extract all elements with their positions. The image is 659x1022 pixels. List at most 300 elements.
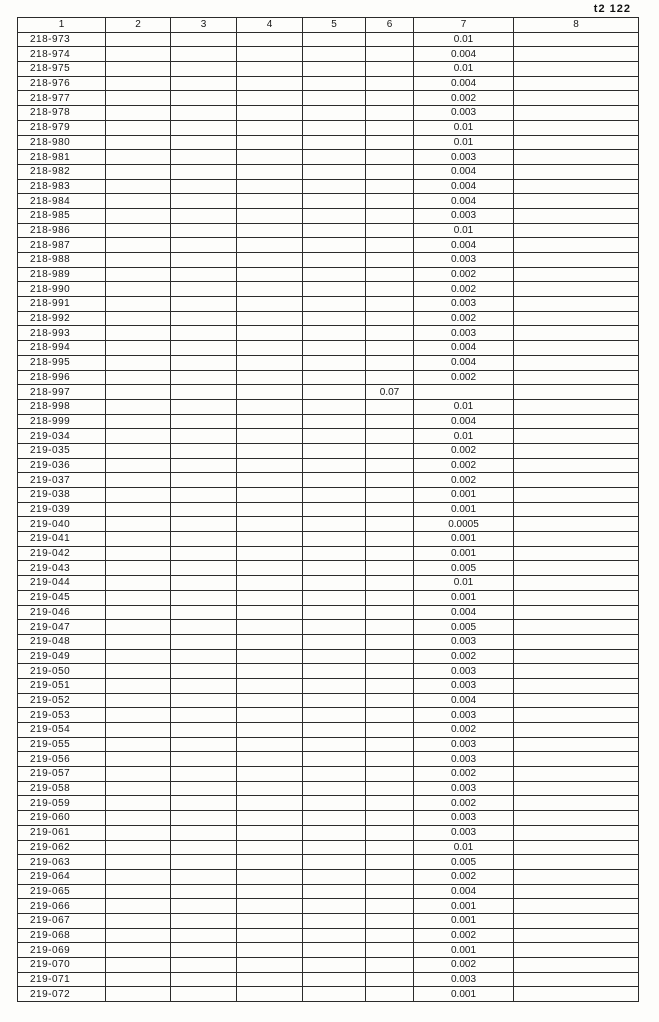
cell-col2 bbox=[106, 532, 171, 547]
table-row bbox=[18, 708, 639, 723]
cell-col6 bbox=[366, 179, 414, 194]
cell-col2 bbox=[106, 678, 171, 693]
cell-col3 bbox=[171, 106, 237, 121]
row-id-cell: 219-072 bbox=[18, 987, 106, 1002]
table-row bbox=[18, 311, 639, 326]
cell-col7: 0.003 bbox=[414, 326, 514, 341]
cell-col7: 0.01 bbox=[414, 120, 514, 135]
cell-col5 bbox=[303, 385, 366, 400]
cell-col3 bbox=[171, 664, 237, 679]
cell-col6 bbox=[366, 517, 414, 532]
cell-col7: 0.002 bbox=[414, 649, 514, 664]
cell-col8 bbox=[514, 605, 639, 620]
cell-col2 bbox=[106, 194, 171, 209]
cell-col7: 0.003 bbox=[414, 106, 514, 121]
cell-col5 bbox=[303, 355, 366, 370]
row-id-cell: 219-062 bbox=[18, 840, 106, 855]
table-row bbox=[18, 223, 639, 238]
cell-col3 bbox=[171, 253, 237, 268]
cell-col7: 0.002 bbox=[414, 958, 514, 973]
cell-col2 bbox=[106, 576, 171, 591]
row-id-cell: 218-993 bbox=[18, 326, 106, 341]
cell-col6 bbox=[366, 546, 414, 561]
table-row bbox=[18, 678, 639, 693]
cell-col5 bbox=[303, 488, 366, 503]
cell-col8 bbox=[514, 150, 639, 165]
cell-col5 bbox=[303, 590, 366, 605]
cell-col3 bbox=[171, 414, 237, 429]
cell-col8 bbox=[514, 297, 639, 312]
cell-col5 bbox=[303, 517, 366, 532]
cell-col4 bbox=[237, 708, 303, 723]
cell-col2 bbox=[106, 238, 171, 253]
row-id-cell: 219-046 bbox=[18, 605, 106, 620]
cell-col3 bbox=[171, 76, 237, 91]
cell-col3 bbox=[171, 869, 237, 884]
cell-col7: 0.005 bbox=[414, 620, 514, 635]
cell-col8 bbox=[514, 179, 639, 194]
row-id-cell: 219-034 bbox=[18, 429, 106, 444]
cell-col6 bbox=[366, 958, 414, 973]
row-id-cell: 219-036 bbox=[18, 458, 106, 473]
cell-col4 bbox=[237, 811, 303, 826]
cell-col3 bbox=[171, 576, 237, 591]
cell-col8 bbox=[514, 355, 639, 370]
row-id-cell: 218-988 bbox=[18, 253, 106, 268]
cell-col7: 0.002 bbox=[414, 91, 514, 106]
row-id-cell: 218-979 bbox=[18, 120, 106, 135]
cell-col5 bbox=[303, 62, 366, 77]
cell-col6 bbox=[366, 576, 414, 591]
cell-col2 bbox=[106, 208, 171, 223]
cell-col8 bbox=[514, 399, 639, 414]
cell-col4 bbox=[237, 194, 303, 209]
cell-col3 bbox=[171, 678, 237, 693]
cell-col2 bbox=[106, 502, 171, 517]
cell-col5 bbox=[303, 399, 366, 414]
cell-col4 bbox=[237, 223, 303, 238]
cell-col6 bbox=[366, 664, 414, 679]
cell-col6 bbox=[366, 120, 414, 135]
table-row bbox=[18, 282, 639, 297]
cell-col6 bbox=[366, 399, 414, 414]
cell-col8 bbox=[514, 76, 639, 91]
table-row bbox=[18, 253, 639, 268]
cell-col7: 0.003 bbox=[414, 297, 514, 312]
column-header-5: 5 bbox=[303, 18, 366, 33]
cell-col5 bbox=[303, 958, 366, 973]
cell-col2 bbox=[106, 473, 171, 488]
cell-col3 bbox=[171, 620, 237, 635]
cell-col4 bbox=[237, 502, 303, 517]
table-row bbox=[18, 47, 639, 62]
cell-col7: 0.001 bbox=[414, 943, 514, 958]
cell-col5 bbox=[303, 179, 366, 194]
cell-col3 bbox=[171, 194, 237, 209]
cell-col2 bbox=[106, 164, 171, 179]
cell-col3 bbox=[171, 297, 237, 312]
cell-col4 bbox=[237, 869, 303, 884]
table-row bbox=[18, 414, 639, 429]
cell-col2 bbox=[106, 943, 171, 958]
cell-col5 bbox=[303, 223, 366, 238]
cell-col5 bbox=[303, 414, 366, 429]
row-id-cell: 219-063 bbox=[18, 855, 106, 870]
cell-col2 bbox=[106, 311, 171, 326]
cell-col3 bbox=[171, 928, 237, 943]
cell-col8 bbox=[514, 825, 639, 840]
cell-col8 bbox=[514, 267, 639, 282]
cell-col7: 0.003 bbox=[414, 150, 514, 165]
cell-col3 bbox=[171, 135, 237, 150]
cell-col5 bbox=[303, 532, 366, 547]
cell-col2 bbox=[106, 737, 171, 752]
cell-col7: 0.01 bbox=[414, 576, 514, 591]
cell-col8 bbox=[514, 913, 639, 928]
table-row bbox=[18, 106, 639, 121]
cell-col7: 0.004 bbox=[414, 341, 514, 356]
cell-col5 bbox=[303, 943, 366, 958]
row-id-cell: 219-051 bbox=[18, 678, 106, 693]
cell-col2 bbox=[106, 267, 171, 282]
cell-col4 bbox=[237, 326, 303, 341]
cell-col8 bbox=[514, 223, 639, 238]
table-header-row bbox=[18, 18, 639, 33]
cell-col6 bbox=[366, 443, 414, 458]
table-row bbox=[18, 150, 639, 165]
cell-col5 bbox=[303, 208, 366, 223]
cell-col6 bbox=[366, 532, 414, 547]
row-id-cell: 218-984 bbox=[18, 194, 106, 209]
cell-col6 bbox=[366, 913, 414, 928]
cell-col8 bbox=[514, 106, 639, 121]
cell-col7: 0.002 bbox=[414, 767, 514, 782]
cell-col3 bbox=[171, 223, 237, 238]
cell-col8 bbox=[514, 987, 639, 1002]
cell-col8 bbox=[514, 414, 639, 429]
table-row bbox=[18, 164, 639, 179]
cell-col8 bbox=[514, 385, 639, 400]
row-id-cell: 218-985 bbox=[18, 208, 106, 223]
cell-col7: 0.003 bbox=[414, 708, 514, 723]
cell-col6 bbox=[366, 811, 414, 826]
cell-col5 bbox=[303, 987, 366, 1002]
cell-col6 bbox=[366, 32, 414, 47]
cell-col4 bbox=[237, 972, 303, 987]
cell-col3 bbox=[171, 370, 237, 385]
cell-col5 bbox=[303, 972, 366, 987]
row-id-cell: 219-035 bbox=[18, 443, 106, 458]
cell-col4 bbox=[237, 605, 303, 620]
cell-col7: 0.003 bbox=[414, 825, 514, 840]
cell-col5 bbox=[303, 869, 366, 884]
row-id-cell: 218-986 bbox=[18, 223, 106, 238]
table-row bbox=[18, 517, 639, 532]
cell-col7: 0.001 bbox=[414, 590, 514, 605]
cell-col2 bbox=[106, 781, 171, 796]
cell-col4 bbox=[237, 385, 303, 400]
cell-col3 bbox=[171, 488, 237, 503]
cell-col2 bbox=[106, 561, 171, 576]
cell-col5 bbox=[303, 502, 366, 517]
cell-col8 bbox=[514, 620, 639, 635]
table-row bbox=[18, 532, 639, 547]
cell-col2 bbox=[106, 605, 171, 620]
cell-col4 bbox=[237, 164, 303, 179]
cell-col8 bbox=[514, 238, 639, 253]
cell-col8 bbox=[514, 796, 639, 811]
cell-col2 bbox=[106, 590, 171, 605]
cell-col6 bbox=[366, 47, 414, 62]
column-header-3: 3 bbox=[171, 18, 237, 33]
cell-col6 bbox=[366, 208, 414, 223]
column-header-2: 2 bbox=[106, 18, 171, 33]
cell-col7: 0.01 bbox=[414, 399, 514, 414]
cell-col2 bbox=[106, 796, 171, 811]
cell-col4 bbox=[237, 150, 303, 165]
row-id-cell: 219-038 bbox=[18, 488, 106, 503]
cell-col5 bbox=[303, 443, 366, 458]
row-id-cell: 218-973 bbox=[18, 32, 106, 47]
cell-col6 bbox=[366, 311, 414, 326]
cell-col4 bbox=[237, 737, 303, 752]
row-id-cell: 218-980 bbox=[18, 135, 106, 150]
cell-col4 bbox=[237, 488, 303, 503]
cell-col8 bbox=[514, 311, 639, 326]
cell-col8 bbox=[514, 899, 639, 914]
cell-col4 bbox=[237, 620, 303, 635]
cell-col3 bbox=[171, 649, 237, 664]
table-row bbox=[18, 120, 639, 135]
cell-col5 bbox=[303, 297, 366, 312]
cell-col7: 0.004 bbox=[414, 414, 514, 429]
cell-col2 bbox=[106, 869, 171, 884]
row-id-cell: 218-996 bbox=[18, 370, 106, 385]
cell-col7: 0.003 bbox=[414, 253, 514, 268]
table-row bbox=[18, 928, 639, 943]
cell-col8 bbox=[514, 869, 639, 884]
row-id-cell: 219-061 bbox=[18, 825, 106, 840]
row-id-cell: 218-987 bbox=[18, 238, 106, 253]
cell-col7: 0.004 bbox=[414, 47, 514, 62]
cell-col2 bbox=[106, 855, 171, 870]
cell-col3 bbox=[171, 972, 237, 987]
cell-col4 bbox=[237, 561, 303, 576]
cell-col5 bbox=[303, 326, 366, 341]
cell-col6 bbox=[366, 869, 414, 884]
row-id-cell: 218-992 bbox=[18, 311, 106, 326]
cell-col5 bbox=[303, 928, 366, 943]
cell-col5 bbox=[303, 781, 366, 796]
cell-col5 bbox=[303, 737, 366, 752]
cell-col8 bbox=[514, 62, 639, 77]
table-row bbox=[18, 502, 639, 517]
row-id-cell: 219-056 bbox=[18, 752, 106, 767]
cell-col8 bbox=[514, 47, 639, 62]
row-id-cell: 219-060 bbox=[18, 811, 106, 826]
cell-col5 bbox=[303, 282, 366, 297]
cell-col8 bbox=[514, 708, 639, 723]
cell-col3 bbox=[171, 855, 237, 870]
cell-col5 bbox=[303, 76, 366, 91]
row-id-cell: 219-070 bbox=[18, 958, 106, 973]
cell-col4 bbox=[237, 678, 303, 693]
cell-col2 bbox=[106, 443, 171, 458]
table-row bbox=[18, 399, 639, 414]
cell-col8 bbox=[514, 429, 639, 444]
cell-col2 bbox=[106, 928, 171, 943]
cell-col7: 0.002 bbox=[414, 869, 514, 884]
cell-col4 bbox=[237, 370, 303, 385]
cell-col3 bbox=[171, 546, 237, 561]
cell-col2 bbox=[106, 958, 171, 973]
row-id-cell: 219-055 bbox=[18, 737, 106, 752]
cell-col4 bbox=[237, 796, 303, 811]
cell-col6 bbox=[366, 590, 414, 605]
cell-col8 bbox=[514, 561, 639, 576]
cell-col3 bbox=[171, 899, 237, 914]
cell-col6 bbox=[366, 723, 414, 738]
cell-col4 bbox=[237, 473, 303, 488]
cell-col2 bbox=[106, 385, 171, 400]
table-row bbox=[18, 473, 639, 488]
cell-col6 bbox=[366, 605, 414, 620]
cell-col4 bbox=[237, 120, 303, 135]
cell-col6 bbox=[366, 972, 414, 987]
row-id-cell: 219-068 bbox=[18, 928, 106, 943]
cell-col6 bbox=[366, 561, 414, 576]
cell-col5 bbox=[303, 267, 366, 282]
cell-col5 bbox=[303, 884, 366, 899]
cell-col2 bbox=[106, 429, 171, 444]
cell-col4 bbox=[237, 91, 303, 106]
column-header-7: 7 bbox=[414, 18, 514, 33]
cell-col3 bbox=[171, 708, 237, 723]
cell-col6 bbox=[366, 150, 414, 165]
cell-col5 bbox=[303, 708, 366, 723]
cell-col2 bbox=[106, 76, 171, 91]
cell-col2 bbox=[106, 341, 171, 356]
row-id-cell: 218-990 bbox=[18, 282, 106, 297]
cell-col8 bbox=[514, 341, 639, 356]
cell-col6 bbox=[366, 796, 414, 811]
cell-col4 bbox=[237, 840, 303, 855]
cell-col8 bbox=[514, 326, 639, 341]
row-id-cell: 219-054 bbox=[18, 723, 106, 738]
cell-col3 bbox=[171, 282, 237, 297]
cell-col4 bbox=[237, 943, 303, 958]
cell-col2 bbox=[106, 32, 171, 47]
cell-col3 bbox=[171, 590, 237, 605]
cell-col2 bbox=[106, 620, 171, 635]
cell-col6 bbox=[366, 414, 414, 429]
cell-col4 bbox=[237, 590, 303, 605]
cell-col6 bbox=[366, 488, 414, 503]
cell-col5 bbox=[303, 164, 366, 179]
cell-col7: 0.003 bbox=[414, 752, 514, 767]
table-row bbox=[18, 561, 639, 576]
cell-col5 bbox=[303, 678, 366, 693]
cell-col8 bbox=[514, 164, 639, 179]
column-header-6: 6 bbox=[366, 18, 414, 33]
cell-col7: 0.004 bbox=[414, 238, 514, 253]
cell-col5 bbox=[303, 370, 366, 385]
row-id-cell: 219-059 bbox=[18, 796, 106, 811]
row-id-cell: 218-976 bbox=[18, 76, 106, 91]
cell-col8 bbox=[514, 91, 639, 106]
cell-col5 bbox=[303, 767, 366, 782]
cell-col7: 0.003 bbox=[414, 737, 514, 752]
cell-col2 bbox=[106, 253, 171, 268]
cell-col3 bbox=[171, 326, 237, 341]
cell-col7: 0.003 bbox=[414, 678, 514, 693]
cell-col7: 0.005 bbox=[414, 561, 514, 576]
cell-col7: 0.004 bbox=[414, 355, 514, 370]
cell-col5 bbox=[303, 693, 366, 708]
cell-col8 bbox=[514, 370, 639, 385]
cell-col7: 0.002 bbox=[414, 796, 514, 811]
cell-col5 bbox=[303, 649, 366, 664]
cell-col2 bbox=[106, 825, 171, 840]
cell-col2 bbox=[106, 488, 171, 503]
cell-col6 bbox=[366, 429, 414, 444]
cell-col6 bbox=[366, 737, 414, 752]
cell-col6 bbox=[366, 91, 414, 106]
cell-col5 bbox=[303, 135, 366, 150]
cell-col5 bbox=[303, 811, 366, 826]
table-row bbox=[18, 664, 639, 679]
table-header bbox=[18, 18, 639, 33]
row-id-cell: 219-048 bbox=[18, 634, 106, 649]
cell-col4 bbox=[237, 414, 303, 429]
cell-col2 bbox=[106, 913, 171, 928]
cell-col5 bbox=[303, 546, 366, 561]
cell-col3 bbox=[171, 958, 237, 973]
cell-col5 bbox=[303, 311, 366, 326]
row-id-cell: 219-057 bbox=[18, 767, 106, 782]
cell-col6: 0.07 bbox=[366, 385, 414, 400]
cell-col4 bbox=[237, 399, 303, 414]
cell-col8 bbox=[514, 208, 639, 223]
cell-col4 bbox=[237, 649, 303, 664]
cell-col3 bbox=[171, 267, 237, 282]
cell-col7: 0.004 bbox=[414, 693, 514, 708]
cell-col3 bbox=[171, 605, 237, 620]
cell-col2 bbox=[106, 297, 171, 312]
cell-col7: 0.01 bbox=[414, 223, 514, 238]
cell-col2 bbox=[106, 414, 171, 429]
cell-col7: 0.001 bbox=[414, 899, 514, 914]
cell-col6 bbox=[366, 238, 414, 253]
cell-col8 bbox=[514, 958, 639, 973]
cell-col4 bbox=[237, 855, 303, 870]
table-row bbox=[18, 576, 639, 591]
cell-col6 bbox=[366, 767, 414, 782]
row-id-cell: 218-998 bbox=[18, 399, 106, 414]
cell-col4 bbox=[237, 987, 303, 1002]
cell-col3 bbox=[171, 443, 237, 458]
column-header-1: 1 bbox=[18, 18, 106, 33]
cell-col2 bbox=[106, 370, 171, 385]
cell-col6 bbox=[366, 282, 414, 297]
table-row bbox=[18, 135, 639, 150]
table-row bbox=[18, 341, 639, 356]
table-row bbox=[18, 355, 639, 370]
cell-col5 bbox=[303, 47, 366, 62]
cell-col4 bbox=[237, 928, 303, 943]
table-row bbox=[18, 620, 639, 635]
cell-col4 bbox=[237, 282, 303, 297]
